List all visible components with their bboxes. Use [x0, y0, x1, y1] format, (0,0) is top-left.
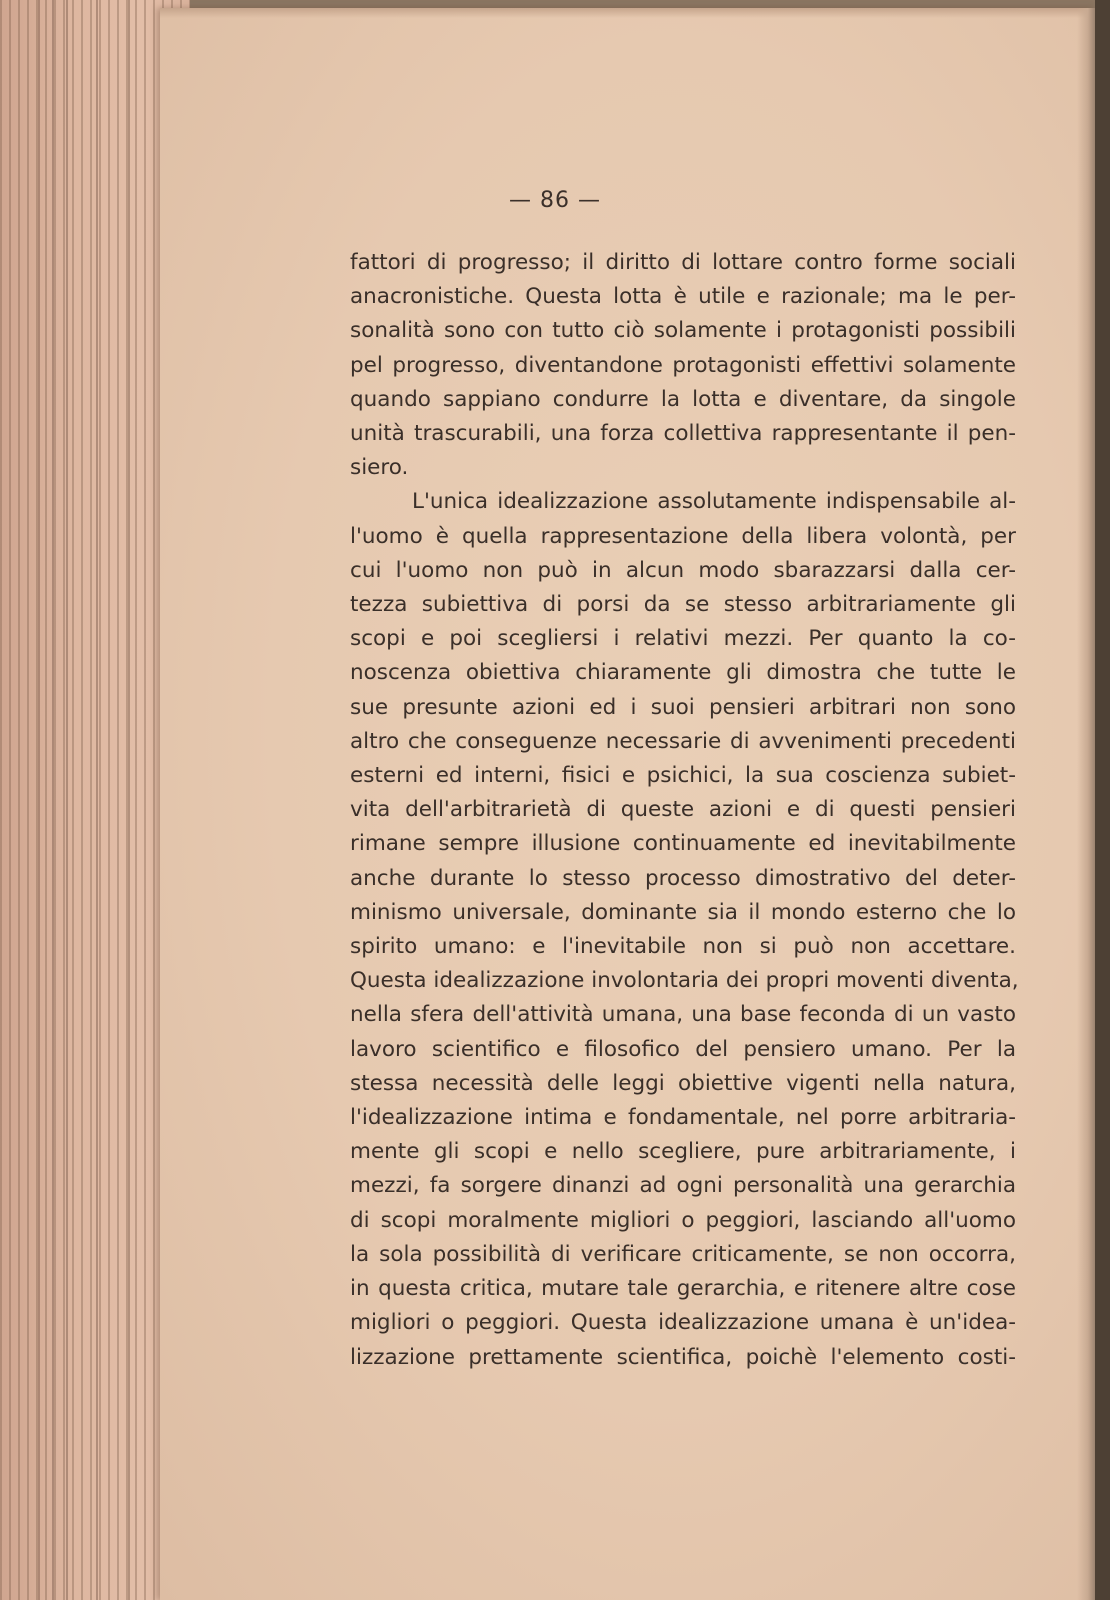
text-line: di scopi moralmente migliori o peggiori, lasciando all'uomo: [350, 1207, 1016, 1233]
page-top-edge: [160, 8, 1095, 18]
text-line: mezzi, fa sorgere dinanzi ad ogni personalità una gerarchia: [350, 1173, 1016, 1199]
text-line: rimane sempre illusione continuamente ed inevitabilmente: [350, 831, 1016, 857]
page-edge-line: [128, 0, 130, 1600]
page-edge-line: [38, 0, 40, 1600]
page-edge-line: [96, 0, 98, 1600]
text-line: l'idealizzazione intima e fondamentale, nel porre arbitraria-: [350, 1105, 1016, 1131]
text-line: nella sfera dell'attività umana, una base feconda di un vasto: [350, 1002, 1016, 1028]
page-edge-line: [66, 0, 68, 1600]
text-line: vita dell'arbitrarietà di queste azioni e di questi pensieri: [350, 797, 1016, 823]
text-line: altro che conseguenze necessarie di avvenimenti precedenti: [350, 728, 1016, 754]
text-line: scopi e poi scegliersi i relativi mezzi. Per quanto la co-: [350, 626, 1016, 652]
text-line: spirito umano: e l'inevitabile non si può non accettare.: [350, 934, 1016, 960]
text-line: minismo universale, dominante sia il mondo esterno che lo: [350, 899, 1016, 925]
text-line: lizzazione prettamente scientifica, poichè l'elemento costi-: [350, 1344, 1016, 1370]
text-line: unità trascurabili, una forza collettiva rappresentante il pen-: [350, 421, 1016, 447]
page-body-text: [350, 246, 1019, 1375]
text-line: la sola possibilità di verificare criticamente, se non occorra,: [350, 1241, 1016, 1267]
text-line: Questa idealizzazione involontaria dei propri moventi diventa,: [350, 968, 1019, 994]
text-line: migliori o peggiori. Questa idealizzazione umana è un'idea-: [350, 1310, 1016, 1336]
page-right-edge: [1077, 8, 1095, 1600]
text-line: anche durante lo stesso processo dimostrativo del deter-: [350, 865, 1016, 891]
page-number: — 86 —: [509, 188, 601, 213]
text-line: lavoro scientifico e filosofico del pensiero umano. Per la: [350, 1036, 1016, 1062]
scan-background-edge: [1095, 0, 1110, 1600]
text-line: anacronistiche. Questa lotta è utile e razionale; ma le per-: [350, 284, 1016, 310]
text-line: sue presunte azioni ed i suoi pensieri arbitrari non sono: [350, 694, 1016, 720]
text-line: sonalità sono con tutto ciò solamente i protagonisti possibili: [350, 318, 1016, 344]
text-line: siero.: [350, 455, 409, 481]
text-line: tezza subiettiva di porsi da se stesso arbitrariamente gli: [350, 592, 1016, 618]
text-line: pel progresso, diventandone protagonisti effettivi solamente: [350, 352, 1016, 378]
text-line: mente gli scopi e nello scegliere, pure arbitrariamente, i: [350, 1139, 1016, 1165]
text-line: stessa necessità delle leggi obiettive vigenti nella natura,: [350, 1070, 1016, 1096]
text-line: quando sappiano condurre la lotta e diventare, da singole: [350, 386, 1016, 412]
text-line: l'uomo è quella rappresentazione della libera volontà, per: [350, 523, 1016, 549]
text-line: L'unica idealizzazione assolutamente indispensabile al-: [412, 489, 1016, 515]
text-line: cui l'uomo non può in alcun modo sbarazzarsi dalla cer-: [350, 557, 1016, 583]
text-line: fattori di progresso; il diritto di lottare contro forme sociali: [350, 250, 1016, 275]
text-line: esterni ed interni, fisici e psichici, la sua coscienza subiet-: [350, 763, 1016, 789]
text-line: noscenza obiettiva chiaramente gli dimostra che tutte le: [350, 660, 1016, 686]
page-edge-line: [52, 0, 54, 1600]
text-line: in questa critica, mutare tale gerarchia, e ritenere altre cose: [350, 1276, 1016, 1302]
